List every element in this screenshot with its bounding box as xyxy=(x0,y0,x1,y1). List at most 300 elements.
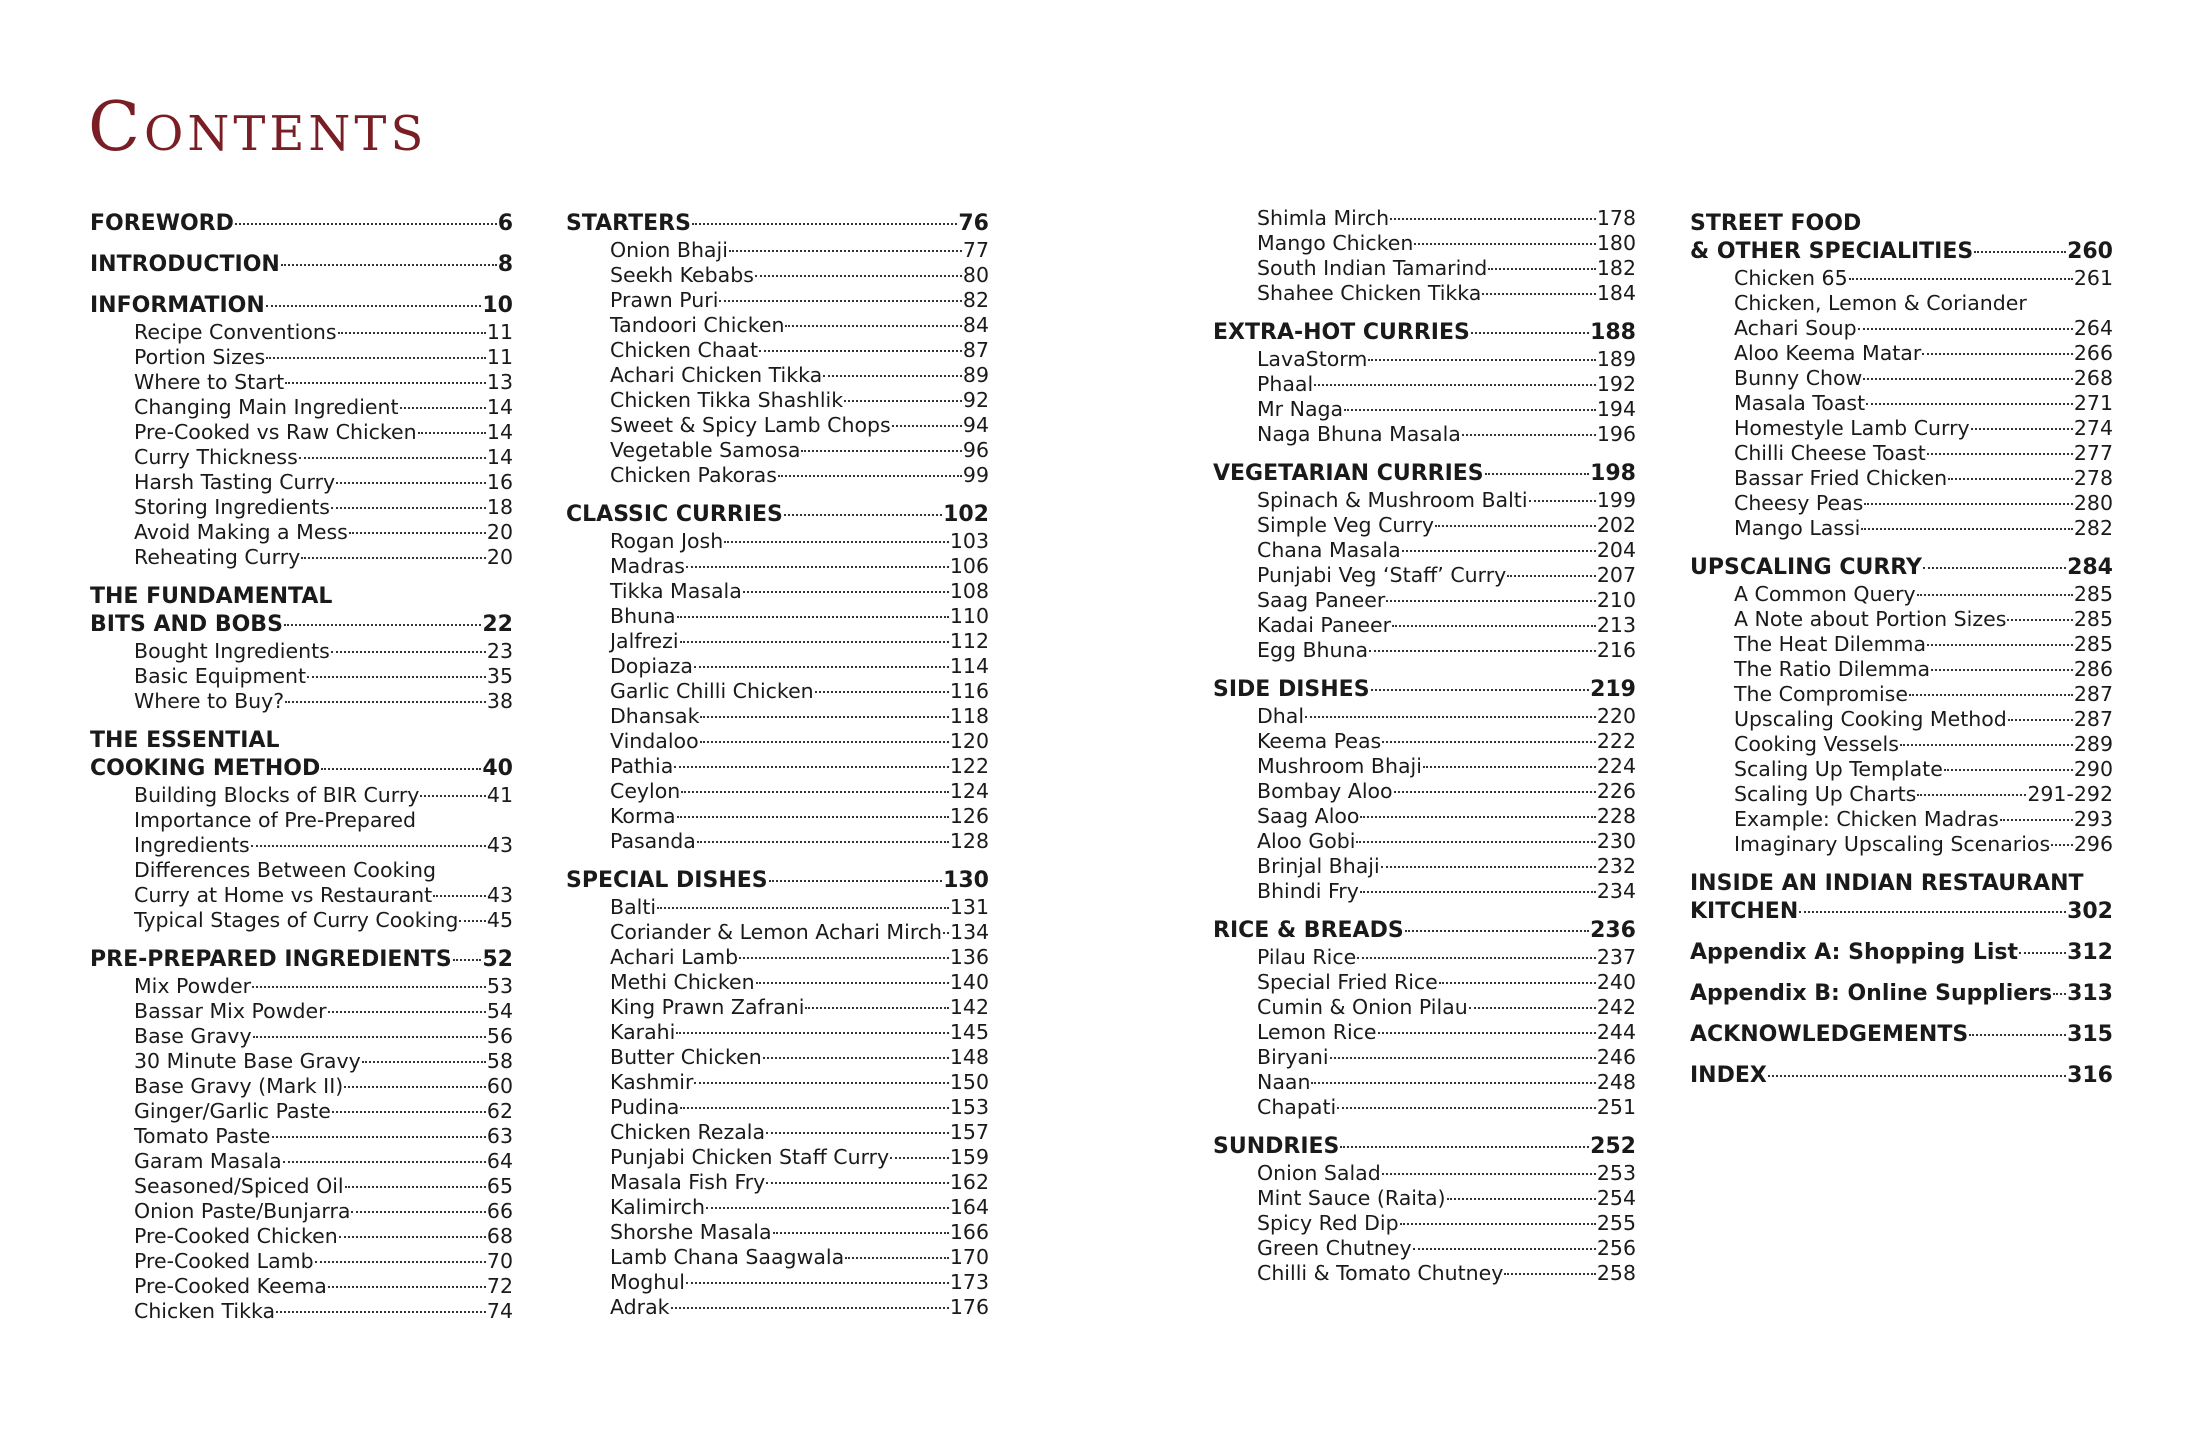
toc-entry[interactable] xyxy=(90,689,513,714)
section-heading-page: 313 xyxy=(2067,981,2113,1006)
toc-entry[interactable] xyxy=(566,388,989,413)
section-heading[interactable] xyxy=(1213,676,1636,704)
toc-entry[interactable] xyxy=(90,1224,513,1249)
toc-entry-title: Lamb Chana Saagwala xyxy=(610,1245,845,1269)
toc-entry[interactable] xyxy=(1213,422,1636,447)
toc-entry[interactable] xyxy=(1213,588,1636,613)
section-heading[interactable] xyxy=(1213,917,1636,945)
toc-entry-title: Coriander & Lemon Achari Mirch xyxy=(610,920,943,944)
section-heading[interactable] xyxy=(90,946,513,974)
toc-entry[interactable] xyxy=(90,783,513,808)
toc-entry-page: 274 xyxy=(2073,416,2113,440)
toc-entry-page: 82 xyxy=(962,288,989,312)
toc-entry[interactable] xyxy=(90,1299,513,1324)
toc-entry-title: Karahi xyxy=(610,1020,676,1044)
section-heading-title: ACKNOWLEDGEMENTS xyxy=(1690,1022,1969,1047)
toc-entry[interactable] xyxy=(90,883,513,908)
toc-entry[interactable] xyxy=(90,320,513,345)
toc-entry-page: 216 xyxy=(1596,638,1636,662)
section-heading[interactable] xyxy=(566,210,989,238)
toc-entry[interactable] xyxy=(1690,491,2113,516)
toc-entry[interactable] xyxy=(1213,854,1636,879)
toc-entry[interactable] xyxy=(90,664,513,689)
toc-section xyxy=(90,251,513,279)
dot-leader xyxy=(692,223,957,225)
toc-entry-title: Balti xyxy=(610,895,657,919)
toc-entry-page: 240 xyxy=(1596,970,1636,994)
toc-entry-title: Onion Paste/Bunjarra xyxy=(134,1199,351,1223)
dot-leader xyxy=(1931,669,2073,671)
toc-entry-title: Garam Masala xyxy=(134,1149,282,1173)
toc-entry[interactable] xyxy=(1690,466,2113,491)
toc-entry[interactable] xyxy=(566,1145,989,1170)
toc-entry[interactable] xyxy=(1690,266,2113,291)
toc-entry[interactable] xyxy=(566,579,989,604)
toc-entry[interactable] xyxy=(1213,613,1636,638)
dot-leader xyxy=(331,651,486,653)
toc-entry[interactable] xyxy=(90,999,513,1024)
toc-entry-title: Recipe Conventions xyxy=(134,320,337,344)
toc-entry[interactable] xyxy=(90,1099,513,1124)
section-heading[interactable] xyxy=(90,292,513,320)
toc-entry[interactable] xyxy=(1213,397,1636,422)
dot-leader xyxy=(680,641,949,643)
toc-entry[interactable] xyxy=(566,970,989,995)
dot-leader xyxy=(1462,434,1596,436)
toc-entry[interactable] xyxy=(1213,804,1636,829)
toc-entry[interactable] xyxy=(566,238,989,263)
dot-leader xyxy=(328,1011,486,1013)
toc-entry[interactable] xyxy=(566,1295,989,1320)
dot-leader xyxy=(1471,332,1589,334)
dot-leader xyxy=(1390,218,1596,220)
section-heading[interactable] xyxy=(1690,980,2113,1008)
page-title: Contents xyxy=(88,88,428,167)
toc-entry[interactable] xyxy=(90,1149,513,1174)
toc-entry[interactable] xyxy=(1213,347,1636,372)
toc-entry[interactable] xyxy=(1690,416,2113,441)
toc-entry[interactable] xyxy=(566,313,989,338)
dot-leader xyxy=(657,907,949,909)
toc-entry[interactable] xyxy=(90,345,513,370)
toc-entry-page: 207 xyxy=(1596,563,1636,587)
toc-entry-title: Reheating Curry xyxy=(134,545,301,569)
section-heading[interactable] xyxy=(1690,238,2113,266)
toc-entry[interactable] xyxy=(566,463,989,488)
toc-entry[interactable] xyxy=(1690,632,2113,657)
section-heading-title: Appendix B: Online Suppliers xyxy=(1690,981,2053,1006)
toc-entry[interactable] xyxy=(1213,638,1636,663)
toc-entry-page: 134 xyxy=(950,920,990,944)
toc-entry[interactable] xyxy=(90,420,513,445)
section-heading[interactable] xyxy=(566,867,989,895)
toc-entry-title: Ingredients xyxy=(134,833,250,857)
toc-column-2 xyxy=(566,210,989,1333)
dot-leader xyxy=(1400,1223,1596,1225)
section-heading[interactable] xyxy=(90,611,513,639)
toc-entry[interactable] xyxy=(1690,607,2113,632)
toc-entry-title: Tandoori Chicken xyxy=(610,313,785,337)
dot-leader xyxy=(1482,293,1595,295)
toc-entry-page: 293 xyxy=(2073,807,2113,831)
section-heading-page: 102 xyxy=(943,502,989,527)
toc-entry-page: 126 xyxy=(949,804,989,828)
toc-entry-title: Building Blocks of BIR Curry xyxy=(134,783,420,807)
toc-entry[interactable] xyxy=(1690,782,2113,807)
toc-entry[interactable] xyxy=(90,520,513,545)
section-heading[interactable] xyxy=(1690,939,2113,967)
toc-entry-title: Masala Toast xyxy=(1734,391,1866,415)
toc-entry-page: 204 xyxy=(1596,538,1636,562)
section-heading[interactable] xyxy=(1690,1021,2113,1049)
dot-leader xyxy=(1863,378,2073,380)
toc-entry-page: 296 xyxy=(2073,832,2113,856)
dot-leader xyxy=(1485,473,1589,475)
toc-entry[interactable] xyxy=(90,1199,513,1224)
toc-entry[interactable] xyxy=(90,495,513,520)
section-heading-page: 6 xyxy=(497,211,513,236)
toc-entry[interactable] xyxy=(1690,832,2113,857)
section-heading-page: 315 xyxy=(2067,1022,2113,1047)
toc-entry[interactable] xyxy=(90,1274,513,1299)
section-heading-page: 252 xyxy=(1590,1134,1636,1159)
toc-entry-page: 254 xyxy=(1596,1186,1636,1210)
toc-entry-page: 287 xyxy=(2073,682,2113,706)
toc-entry[interactable] xyxy=(1213,231,1636,256)
dot-leader xyxy=(1974,251,2066,253)
toc-entry[interactable] xyxy=(1213,513,1636,538)
toc-entry[interactable] xyxy=(90,833,513,858)
toc-entry-title: Seasoned/Spiced Oil xyxy=(134,1174,344,1198)
toc-entry[interactable] xyxy=(1213,563,1636,588)
dot-leader xyxy=(700,741,949,743)
toc-entry[interactable] xyxy=(1690,516,2113,541)
toc-entry-line: Differences Between Cooking xyxy=(134,858,437,882)
toc-entry-title: Green Chutney xyxy=(1257,1236,1412,1260)
toc-entry-title: Harsh Tasting Curry xyxy=(134,470,336,494)
toc-entry[interactable] xyxy=(566,1245,989,1270)
toc-entry[interactable] xyxy=(1213,488,1636,513)
toc-entry[interactable] xyxy=(566,363,989,388)
toc-entry[interactable] xyxy=(1213,970,1636,995)
section-heading[interactable] xyxy=(90,755,513,783)
dot-leader xyxy=(1381,866,1596,868)
toc-entry-page: 11 xyxy=(486,345,513,369)
toc-entry-title: Cheesy Peas xyxy=(1734,491,1864,515)
toc-entry[interactable] xyxy=(90,908,513,933)
toc-entry[interactable] xyxy=(1213,829,1636,854)
dot-leader xyxy=(1900,744,2073,746)
toc-section xyxy=(1690,870,2113,926)
toc-entry-title: Butter Chicken xyxy=(610,1045,762,1069)
toc-entry-page: 74 xyxy=(486,1299,513,1323)
toc-section xyxy=(1213,206,1636,306)
toc-entry[interactable] xyxy=(1213,1070,1636,1095)
toc-entry-page: 253 xyxy=(1596,1161,1636,1185)
toc-entry-title: Shahee Chicken Tikka xyxy=(1257,281,1482,305)
toc-entry-title: Curry Thickness xyxy=(134,445,298,469)
toc-entry-title: Bassar Mix Powder xyxy=(134,999,327,1023)
toc-entry-page: 124 xyxy=(949,779,989,803)
toc-entry-title: Kalimirch xyxy=(610,1195,705,1219)
toc-entry[interactable] xyxy=(1690,657,2113,682)
toc-entry[interactable] xyxy=(566,1220,989,1245)
section-heading-page: 22 xyxy=(482,612,513,637)
toc-entry[interactable] xyxy=(566,779,989,804)
dot-leader xyxy=(339,1236,486,1238)
toc-entry[interactable] xyxy=(566,1120,989,1145)
toc-entry[interactable] xyxy=(1690,757,2113,782)
toc-entry[interactable] xyxy=(566,945,989,970)
toc-entry[interactable] xyxy=(90,1174,513,1199)
toc-entry[interactable] xyxy=(566,895,989,920)
toc-entry-title: Portion Sizes xyxy=(134,345,266,369)
toc-entry[interactable] xyxy=(566,679,989,704)
toc-entry[interactable] xyxy=(566,1070,989,1095)
section-heading-title: EXTRA-HOT CURRIES xyxy=(1213,320,1470,345)
toc-entry[interactable] xyxy=(1690,366,2113,391)
toc-entry[interactable] xyxy=(1213,1095,1636,1120)
toc-entry[interactable] xyxy=(1690,682,2113,707)
toc-entry[interactable] xyxy=(1213,1261,1636,1286)
toc-entry[interactable] xyxy=(566,995,989,1020)
toc-entry-page: 280 xyxy=(2073,491,2113,515)
dot-leader xyxy=(697,841,949,843)
toc-entry[interactable] xyxy=(1213,779,1636,804)
toc-entry[interactable] xyxy=(1213,281,1636,306)
section-heading-title: STARTERS xyxy=(566,211,691,236)
toc-entry-title: Kadai Paneer xyxy=(1257,613,1392,637)
toc-entry[interactable] xyxy=(566,1020,989,1045)
section-heading-title: Appendix A: Shopping List xyxy=(1690,940,2019,965)
toc-entry[interactable] xyxy=(566,629,989,654)
toc-entry-page: 289 xyxy=(2073,732,2113,756)
toc-entry-title: Mix Powder xyxy=(134,974,252,998)
toc-entry-title: Upscaling Cooking Method xyxy=(1734,707,2007,731)
toc-entry[interactable] xyxy=(566,554,989,579)
toc-entry[interactable] xyxy=(1690,732,2113,757)
section-heading-title: INDEX xyxy=(1690,1063,1767,1088)
dot-leader xyxy=(1360,816,1595,818)
toc-entry[interactable] xyxy=(1213,729,1636,754)
dot-leader xyxy=(1488,268,1596,270)
toc-entry[interactable] xyxy=(566,1170,989,1195)
dot-leader xyxy=(769,880,942,882)
toc-entry[interactable] xyxy=(566,1195,989,1220)
toc-entry-page: 178 xyxy=(1596,206,1636,230)
toc-entry-line: Chicken, Lemon & Coriander xyxy=(1734,291,2027,315)
toc-entry[interactable] xyxy=(566,704,989,729)
section-heading-line: THE FUNDAMENTAL xyxy=(90,584,333,609)
toc-entry[interactable] xyxy=(90,1024,513,1049)
toc-entry[interactable] xyxy=(1213,995,1636,1020)
toc-entry-title: Pathia xyxy=(610,754,674,778)
dot-leader xyxy=(766,1132,949,1134)
toc-entry[interactable] xyxy=(566,438,989,463)
toc-entry[interactable] xyxy=(90,639,513,664)
toc-entry-page: 89 xyxy=(962,363,989,387)
toc-entry[interactable] xyxy=(566,1270,989,1295)
toc-entry[interactable] xyxy=(90,470,513,495)
toc-entry-title: Chicken Rezala xyxy=(610,1120,766,1144)
section-heading[interactable] xyxy=(1690,1062,2113,1090)
toc-entry[interactable] xyxy=(1690,707,2113,732)
toc-column-3 xyxy=(1213,206,1636,1299)
toc-entry[interactable] xyxy=(566,1045,989,1070)
dot-leader xyxy=(252,986,486,988)
section-heading[interactable] xyxy=(1213,319,1636,347)
toc-entry[interactable] xyxy=(1690,807,2113,832)
toc-entry[interactable] xyxy=(1213,879,1636,904)
toc-entry-title: Mint Sauce (Raita) xyxy=(1257,1186,1446,1210)
dot-leader xyxy=(778,475,962,477)
toc-entry[interactable] xyxy=(1213,538,1636,563)
section-heading-page: 8 xyxy=(497,252,513,277)
toc-entry-page: 176 xyxy=(949,1295,989,1319)
toc-entry-title: Avoid Making a Mess xyxy=(134,520,348,544)
toc-entry-page: 258 xyxy=(1596,1261,1636,1285)
toc-entry[interactable] xyxy=(566,604,989,629)
toc-entry[interactable] xyxy=(90,445,513,470)
toc-section xyxy=(90,946,513,1324)
toc-entry[interactable] xyxy=(90,1124,513,1149)
toc-entry-title: Mango Lassi xyxy=(1734,516,1861,540)
toc-entry[interactable] xyxy=(566,754,989,779)
toc-entry-page: 112 xyxy=(949,629,989,653)
toc-entry[interactable] xyxy=(90,370,513,395)
toc-entry[interactable] xyxy=(90,395,513,420)
dot-leader xyxy=(283,1161,486,1163)
dot-leader xyxy=(1382,741,1596,743)
toc-entry[interactable] xyxy=(566,729,989,754)
toc-entry-title: Chilli Cheese Toast xyxy=(1734,441,1926,465)
toc-entry-title: Tomato Paste xyxy=(134,1124,271,1148)
toc-section xyxy=(1213,917,1636,1120)
toc-entry[interactable] xyxy=(1213,1020,1636,1045)
toc-entry-title: Chicken Chaat xyxy=(610,338,759,362)
section-heading[interactable] xyxy=(1213,1133,1636,1161)
toc-entry[interactable] xyxy=(1690,391,2113,416)
toc-entry-title: Shimla Mirch xyxy=(1257,206,1390,230)
toc-entry-title: Chicken Tikka xyxy=(134,1299,276,1323)
toc-entry[interactable] xyxy=(1213,256,1636,281)
toc-entry[interactable] xyxy=(1690,441,2113,466)
toc-entry[interactable] xyxy=(566,263,989,288)
toc-entry-title: Adrak xyxy=(610,1295,670,1319)
toc-entry[interactable] xyxy=(566,829,989,854)
toc-entry-page: 291-292 xyxy=(2027,782,2113,806)
toc-entry-title: 30 Minute Base Gravy xyxy=(134,1049,361,1073)
toc-entry[interactable] xyxy=(1213,1161,1636,1186)
toc-entry-title: Cooking Vessels xyxy=(1734,732,1899,756)
section-heading[interactable] xyxy=(90,210,513,238)
toc-entry[interactable] xyxy=(90,1049,513,1074)
toc-entry-page: 194 xyxy=(1596,397,1636,421)
toc-entry-title: Methi Chicken xyxy=(610,970,755,994)
toc-column-1 xyxy=(90,210,513,1337)
toc-entry[interactable] xyxy=(1213,1186,1636,1211)
dot-leader xyxy=(1927,644,2073,646)
toc-entry-page: 140 xyxy=(949,970,989,994)
toc-entry-page: 242 xyxy=(1596,995,1636,1019)
toc-entry[interactable] xyxy=(1690,582,2113,607)
toc-entry[interactable] xyxy=(566,1095,989,1120)
toc-entry[interactable] xyxy=(1213,945,1636,970)
section-heading-title: FOREWORD xyxy=(90,211,234,236)
toc-entry[interactable] xyxy=(1213,206,1636,231)
toc-section xyxy=(1690,1021,2113,1049)
dot-leader xyxy=(1311,1082,1595,1084)
section-heading[interactable] xyxy=(1690,898,2113,926)
toc-entry[interactable] xyxy=(566,338,989,363)
toc-entry-page: 110 xyxy=(949,604,989,628)
toc-entry[interactable] xyxy=(566,529,989,554)
toc-entry[interactable] xyxy=(90,1249,513,1274)
toc-entry[interactable] xyxy=(1690,316,2113,341)
toc-entry[interactable] xyxy=(90,974,513,999)
toc-entry[interactable] xyxy=(566,804,989,829)
toc-entry[interactable] xyxy=(1213,1045,1636,1070)
dot-leader xyxy=(1948,478,2073,480)
toc-entry-title: Dhal xyxy=(1257,704,1305,728)
toc-entry-page: 136 xyxy=(949,945,989,969)
dot-leader xyxy=(686,1282,949,1284)
toc-entry-title: Achari Chicken Tikka xyxy=(610,363,823,387)
dot-leader xyxy=(1392,625,1596,627)
toc-entry[interactable] xyxy=(90,545,513,570)
section-heading[interactable] xyxy=(1213,460,1636,488)
toc-entry-page: 41 xyxy=(486,783,513,807)
toc-entry-page: 202 xyxy=(1596,513,1636,537)
toc-entry-title: Brinjal Bhaji xyxy=(1257,854,1380,878)
toc-entry-page: 222 xyxy=(1596,729,1636,753)
toc-entry-title: Aloo Keema Matar xyxy=(1734,341,1922,365)
section-heading[interactable] xyxy=(1690,554,2113,582)
section-heading[interactable] xyxy=(90,251,513,279)
toc-entry-title: Punjabi Chicken Staff Curry xyxy=(610,1145,890,1169)
toc-entry-page: 62 xyxy=(486,1099,513,1123)
toc-entry-page: 72 xyxy=(486,1274,513,1298)
section-heading-title: UPSCALING CURRY xyxy=(1690,555,1922,580)
toc-entry[interactable] xyxy=(1213,1211,1636,1236)
dot-leader xyxy=(763,1057,949,1059)
toc-section xyxy=(90,292,513,570)
section-heading-page: 302 xyxy=(2067,899,2113,924)
toc-entry[interactable] xyxy=(566,654,989,679)
toc-entry[interactable] xyxy=(566,413,989,438)
dot-leader xyxy=(845,1257,949,1259)
toc-section xyxy=(90,210,513,238)
section-heading-page: 260 xyxy=(2067,239,2113,264)
section-heading-title: COOKING METHOD xyxy=(90,756,321,781)
toc-entry[interactable] xyxy=(1213,704,1636,729)
toc-entry-page: 184 xyxy=(1596,281,1636,305)
toc-entry[interactable] xyxy=(1213,754,1636,779)
toc-entry[interactable] xyxy=(1690,341,2113,366)
toc-entry[interactable] xyxy=(566,920,989,945)
toc-entry[interactable] xyxy=(1213,1236,1636,1261)
toc-section xyxy=(1690,554,2113,857)
dot-leader xyxy=(2053,993,2066,995)
toc-entry[interactable] xyxy=(90,1074,513,1099)
toc-entry[interactable] xyxy=(566,288,989,313)
dot-leader xyxy=(266,357,486,359)
toc-entry[interactable] xyxy=(1213,372,1636,397)
section-heading-page: 236 xyxy=(1590,918,1636,943)
toc-entry-title: Masala Fish Fry xyxy=(610,1170,766,1194)
section-heading[interactable] xyxy=(566,501,989,529)
dot-leader xyxy=(844,400,962,402)
